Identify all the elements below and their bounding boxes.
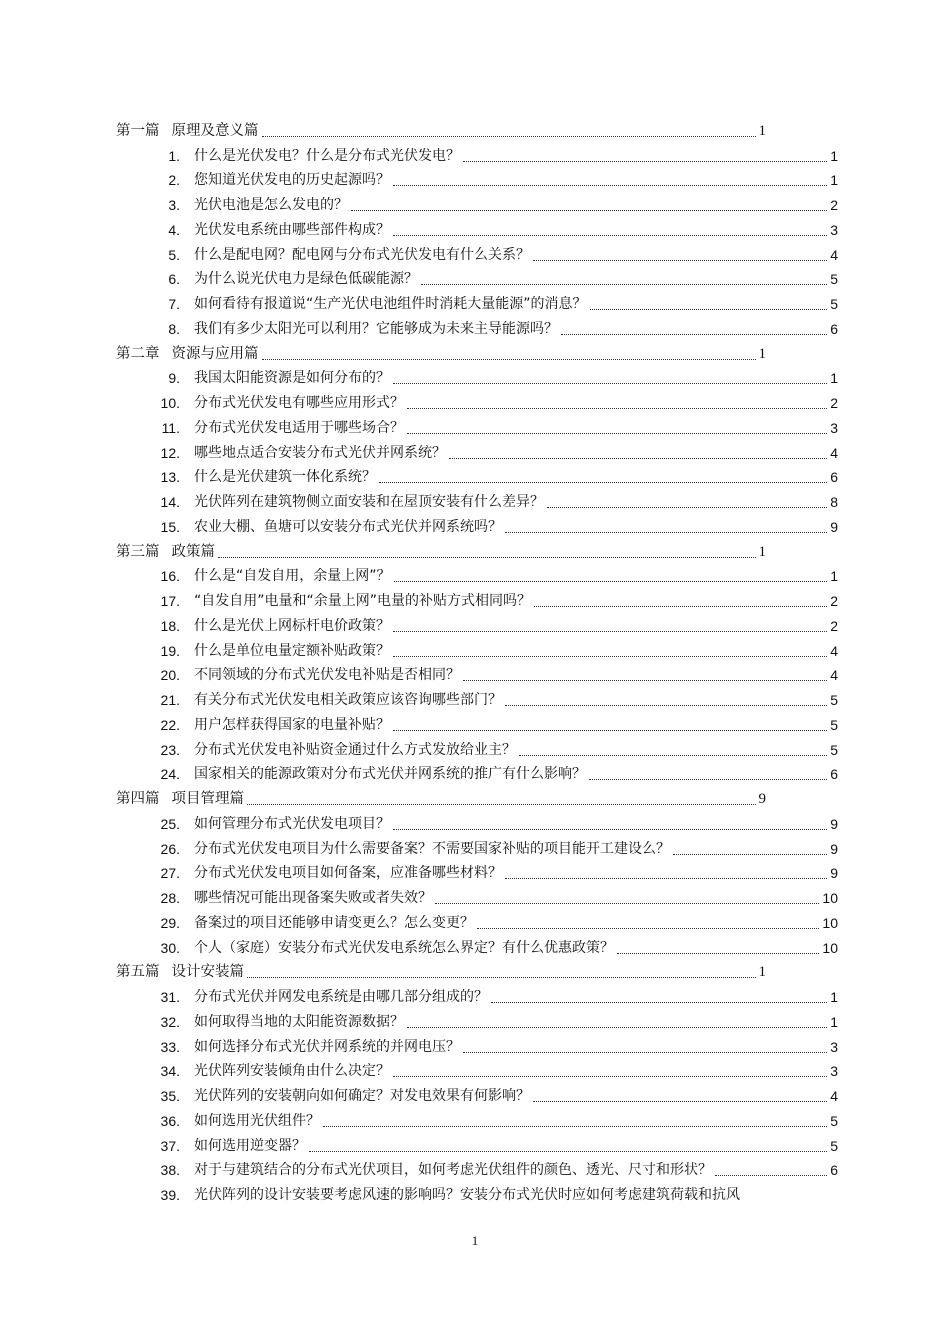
entry-number: 21. <box>160 692 180 708</box>
dot-leader <box>218 556 756 558</box>
entry-title: 您知道光伏发电的历史起源吗？ <box>194 172 390 189</box>
entry-number: 31. <box>160 989 180 1005</box>
entry-page-number: 5 <box>830 271 838 288</box>
dot-leader <box>561 333 827 335</box>
dot-leader <box>393 828 827 830</box>
entry-title: 什么是光伏上网标杆电价政策？ <box>194 617 390 634</box>
entry-title: 如何选择分布式光伏并网系统的并网电压？ <box>194 1038 460 1055</box>
toc-section-heading[interactable] <box>116 338 766 363</box>
entry-page-number: 6 <box>830 1162 838 1179</box>
entry-title: 分布式光伏并网发电系统是由哪几部分组成的？ <box>194 989 488 1005</box>
entry-page-number: 3 <box>830 419 838 436</box>
section-title: 资源与应用篇 <box>171 345 259 362</box>
entry-title: 如何取得当地的太阳能资源数据？ <box>194 1013 404 1030</box>
section-page-number: 1 <box>758 122 766 139</box>
entry-number: 19. <box>160 642 180 659</box>
section-title: 原理及意义篇 <box>171 122 259 139</box>
entry-page-number: 4 <box>830 246 838 263</box>
entry-number: 28. <box>160 890 180 906</box>
toc-entry[interactable] <box>116 486 838 511</box>
dot-leader <box>617 952 819 954</box>
toc-entry[interactable] <box>116 363 838 388</box>
toc-section-heading[interactable] <box>116 536 766 561</box>
entry-number: 9. <box>168 370 180 387</box>
entry-page-number: 4 <box>830 444 838 461</box>
entry-number: 32. <box>160 1013 180 1030</box>
toc-entry[interactable] <box>116 214 838 239</box>
entry-title: “自发自用”电量和“余量上网”电量的补贴方式相同吗？ <box>194 593 532 609</box>
entry-number: 3. <box>168 197 180 213</box>
entry-number: 25. <box>160 815 180 832</box>
entry-page-number: 3 <box>830 221 838 238</box>
toc-entry[interactable] <box>116 511 838 536</box>
dot-leader <box>262 358 756 360</box>
toc-entry[interactable] <box>116 635 838 660</box>
entry-title: 如何管理分布式光伏发电项目？ <box>194 815 390 832</box>
toc-entry[interactable] <box>116 437 838 462</box>
entry-title: 哪些情况可能出现备案失败或者失效？ <box>194 890 432 906</box>
entry-number: 34. <box>160 1063 180 1080</box>
section-label: 第五篇 <box>116 964 160 981</box>
entry-title: 对于与建筑结合的分布式光伏项目，如何考虑光伏组件的颜色、透光、尺寸和形状？ <box>194 1162 712 1179</box>
section-heading-text <box>116 791 244 808</box>
entry-page-number: 5 <box>830 1137 838 1154</box>
entry-title: 用户怎样获得国家的电量补贴？ <box>194 716 390 733</box>
section-label: 第三篇 <box>116 543 160 560</box>
entry-title: 不同领域的分布式光伏发电补贴是否相同？ <box>194 667 460 684</box>
toc-entry[interactable] <box>116 610 838 635</box>
section-heading-text <box>116 964 244 981</box>
toc-entry[interactable] <box>116 387 838 412</box>
section-label: 第一篇 <box>116 122 160 139</box>
entry-page-number: 10 <box>822 890 838 906</box>
entry-number: 37. <box>160 1137 180 1154</box>
entry-title: 什么是“自发自用，余量上网”？ <box>194 568 391 585</box>
dot-leader <box>534 605 827 607</box>
section-label: 第四篇 <box>116 791 160 807</box>
section-label: 第二章 <box>116 345 160 362</box>
dot-leader <box>394 580 828 582</box>
toc-entry[interactable] <box>116 1155 838 1180</box>
dot-leader <box>407 432 827 434</box>
dot-leader <box>547 506 827 508</box>
section-page-number: 1 <box>758 964 766 981</box>
toc-entry[interactable] <box>116 684 838 709</box>
entry-page-number: 1 <box>830 147 838 164</box>
toc-entry[interactable] <box>116 1006 838 1031</box>
entry-number: 27. <box>160 865 180 882</box>
dot-leader <box>247 803 756 805</box>
toc-entry[interactable] <box>116 709 838 734</box>
entry-page-number: 2 <box>830 593 838 609</box>
entry-number: 23. <box>160 741 180 758</box>
entry-page-number: 5 <box>830 741 838 758</box>
entry-page-number: 2 <box>830 395 838 411</box>
entry-page-number: 9 <box>830 815 838 832</box>
entry-title: 光伏阵列的设计安装要考虑风速的影响吗？安装分布式光伏时应如何考虑建筑荷载和抗风 <box>194 1187 740 1203</box>
entry-title: 分布式光伏发电项目为什么需要备案？不需要国家补贴的项目能开工建设么？ <box>194 840 670 857</box>
entry-title: 为什么说光伏电力是绿色低碳能源？ <box>194 271 418 288</box>
entry-title: 光伏阵列的安装朝向如何确定？对发电效果有何影响？ <box>194 1088 530 1104</box>
entry-page-number: 2 <box>830 197 838 213</box>
dot-leader <box>533 259 827 261</box>
entry-page-number: 1 <box>830 1013 838 1030</box>
section-title: 设计安装篇 <box>171 964 244 981</box>
entry-number: 6. <box>168 271 180 288</box>
entry-page-number: 1 <box>830 568 838 585</box>
toc-entry[interactable] <box>116 561 838 586</box>
dot-leader <box>449 457 827 459</box>
entry-page-number: 10 <box>822 914 838 931</box>
dot-leader <box>435 902 819 904</box>
dot-leader <box>519 754 827 756</box>
entry-number: 7. <box>168 296 180 312</box>
toc-entry[interactable] <box>116 660 838 685</box>
entry-page-number: 9 <box>830 518 838 535</box>
toc-entry[interactable] <box>116 264 838 289</box>
entry-title: 什么是配电网？配电网与分布式光伏发电有什么关系？ <box>194 246 530 263</box>
entry-number: 15. <box>160 518 180 535</box>
entry-number: 12. <box>160 444 180 461</box>
dot-leader <box>379 481 827 483</box>
entry-title: 哪些地点适合安装分布式光伏并网系统？ <box>194 444 446 461</box>
section-heading-text <box>116 123 259 140</box>
section-heading-text <box>116 544 215 561</box>
dot-leader <box>247 976 756 978</box>
entry-number: 33. <box>160 1038 180 1055</box>
toc-entry[interactable] <box>116 734 838 759</box>
toc-entry[interactable] <box>116 882 838 907</box>
entry-number: 26. <box>160 840 180 857</box>
toc-entry[interactable] <box>116 585 838 610</box>
dot-leader <box>421 283 827 285</box>
entry-page-number: 4 <box>830 1088 838 1104</box>
entry-page-number: 6 <box>830 469 838 486</box>
table-of-contents <box>116 115 838 1204</box>
entry-number: 29. <box>160 914 180 931</box>
dot-leader <box>463 160 827 162</box>
entry-number: 39. <box>160 1187 180 1203</box>
section-page-number: 1 <box>758 345 766 362</box>
entry-page-number: 5 <box>830 1112 838 1129</box>
toc-entry[interactable] <box>116 239 838 264</box>
dot-leader <box>505 704 827 706</box>
section-title: 项目管理篇 <box>171 791 244 807</box>
entry-number: 10. <box>160 395 180 411</box>
toc-entry[interactable] <box>116 932 838 957</box>
entry-number: 35. <box>160 1088 180 1104</box>
entry-page-number: 8 <box>830 494 838 510</box>
toc-entry[interactable] <box>116 313 838 338</box>
section-page-number: 9 <box>758 791 766 807</box>
entry-title: 如何选用光伏组件？ <box>194 1112 320 1129</box>
toc-entry[interactable] <box>116 412 838 437</box>
dot-leader <box>323 1125 827 1127</box>
dot-leader <box>589 778 827 780</box>
entry-number: 20. <box>160 667 180 684</box>
entry-number: 8. <box>168 320 180 337</box>
entry-title: 光伏阵列安装倾角由什么决定？ <box>194 1063 390 1080</box>
toc-entry[interactable] <box>116 981 838 1006</box>
toc-entry[interactable] <box>116 140 838 165</box>
section-heading-text <box>116 346 259 363</box>
dot-leader <box>715 1174 827 1176</box>
toc-entry[interactable] <box>116 1105 838 1130</box>
entry-title: 分布式光伏发电有哪些应用形式？ <box>194 395 404 411</box>
entry-title: 国家相关的能源政策对分布式光伏并网系统的推广有什么影响？ <box>194 766 586 783</box>
entry-number: 24. <box>160 766 180 783</box>
entry-page-number: 2 <box>830 617 838 634</box>
entry-title: 什么是光伏建筑一体化系统？ <box>194 469 376 486</box>
dot-leader <box>351 209 827 211</box>
entry-title: 我国太阳能资源是如何分布的？ <box>194 370 390 387</box>
toc-entry[interactable] <box>116 462 838 487</box>
entry-number: 38. <box>160 1162 180 1179</box>
entry-number: 30. <box>160 939 180 956</box>
toc-entry[interactable] <box>116 858 838 883</box>
entry-number: 17. <box>160 593 180 609</box>
entry-number: 11. <box>161 419 180 436</box>
dot-leader <box>590 308 828 310</box>
toc-entry[interactable] <box>116 165 838 190</box>
entry-page-number: 3 <box>830 1063 838 1080</box>
entry-title: 分布式光伏发电适用于哪些场合？ <box>194 419 404 436</box>
entry-number: 14. <box>160 494 180 510</box>
dot-leader <box>262 135 756 137</box>
entry-title: 如何选用逆变器？ <box>194 1137 306 1154</box>
entry-page-number: 1 <box>830 370 838 387</box>
page-number: 1 <box>471 1233 479 1248</box>
entry-page-number: 6 <box>830 766 838 783</box>
toc-entry[interactable] <box>116 288 838 313</box>
entry-page-number: 1 <box>830 989 838 1005</box>
entry-page-number: 4 <box>830 642 838 659</box>
dot-leader <box>393 184 827 186</box>
entry-number: 36. <box>160 1112 180 1129</box>
entry-page-number: 1 <box>830 172 838 189</box>
toc-entry[interactable] <box>116 808 838 833</box>
dot-leader <box>309 1150 827 1152</box>
entry-number: 18. <box>160 617 180 634</box>
toc-entry[interactable] <box>116 833 838 858</box>
entry-page-number: 5 <box>830 716 838 733</box>
entry-title: 备案过的项目还能够申请变更么？怎么变更？ <box>194 914 474 931</box>
dot-leader <box>393 729 827 731</box>
toc-entry[interactable] <box>116 759 838 784</box>
entry-title: 什么是单位电量定额补贴政策？ <box>194 642 390 659</box>
dot-leader <box>407 1026 827 1028</box>
entry-title: 分布式光伏发电项目如何备案，应准备哪些材料？ <box>194 865 502 882</box>
entry-page-number: 10 <box>822 939 838 956</box>
toc-section-heading[interactable] <box>116 783 766 808</box>
dot-leader <box>407 407 827 409</box>
dot-leader <box>393 630 827 632</box>
toc-entry[interactable] <box>116 1179 838 1204</box>
entry-page-number: 6 <box>830 320 838 337</box>
toc-entry[interactable] <box>116 1080 838 1105</box>
entry-title: 个人（家庭）安装分布式光伏发电系统怎么界定？有什么优惠政策？ <box>194 939 614 956</box>
entry-title: 光伏阵列在建筑物侧立面安装和在屋顶安装有什么差异？ <box>194 494 544 510</box>
entry-title: 农业大棚、鱼塘可以安装分布式光伏并网系统吗？ <box>194 518 502 535</box>
entry-number: 2. <box>168 172 180 189</box>
dot-leader <box>463 1051 827 1053</box>
toc-section-heading[interactable] <box>116 115 766 140</box>
section-page-number: 1 <box>758 543 766 560</box>
toc-entry[interactable] <box>116 1130 838 1155</box>
entry-page-number: 9 <box>830 840 838 857</box>
toc-entry[interactable] <box>116 189 838 214</box>
entry-page-number: 4 <box>830 667 838 684</box>
dot-leader <box>505 877 827 879</box>
entry-title: 有关分布式光伏发电相关政策应该咨询哪些部门？ <box>194 692 502 708</box>
dot-leader <box>393 1075 827 1077</box>
entry-title: 什么是光伏发电？什么是分布式光伏发电？ <box>194 147 460 164</box>
toc-entry[interactable] <box>116 907 838 932</box>
dot-leader <box>393 382 827 384</box>
toc-entry[interactable] <box>116 1031 838 1056</box>
dot-leader <box>491 1001 827 1003</box>
entry-number: 1. <box>168 147 180 164</box>
entry-page-number: 9 <box>830 865 838 882</box>
dot-leader <box>477 927 819 929</box>
section-title: 政策篇 <box>171 543 215 560</box>
entry-title: 如何看待有报道说“生产光伏电池组件时消耗大量能源”的消息？ <box>194 296 587 312</box>
entry-title: 光伏电池是怎么发电的？ <box>194 197 348 213</box>
dot-leader <box>673 853 827 855</box>
entry-page-number: 3 <box>830 1038 838 1055</box>
entry-title: 分布式光伏发电补贴资金通过什么方式发放给业主？ <box>194 741 516 758</box>
entry-number: 13. <box>160 469 180 486</box>
entry-number: 22. <box>160 716 180 733</box>
entry-number: 16. <box>160 568 180 585</box>
entry-page-number: 5 <box>830 296 838 312</box>
entry-number: 5. <box>168 246 180 263</box>
entry-number: 4. <box>168 221 180 238</box>
toc-entry[interactable] <box>116 1056 838 1081</box>
dot-leader <box>393 655 827 657</box>
entry-page-number: 5 <box>830 692 838 708</box>
dot-leader <box>533 1100 827 1102</box>
dot-leader <box>505 531 827 533</box>
dot-leader <box>463 679 827 681</box>
entry-title: 我们有多少太阳光可以利用？它能够成为未来主导能源吗？ <box>194 320 558 337</box>
toc-section-heading[interactable] <box>116 957 766 982</box>
dot-leader <box>393 234 827 236</box>
entry-title: 光伏发电系统由哪些部件构成？ <box>194 221 390 238</box>
